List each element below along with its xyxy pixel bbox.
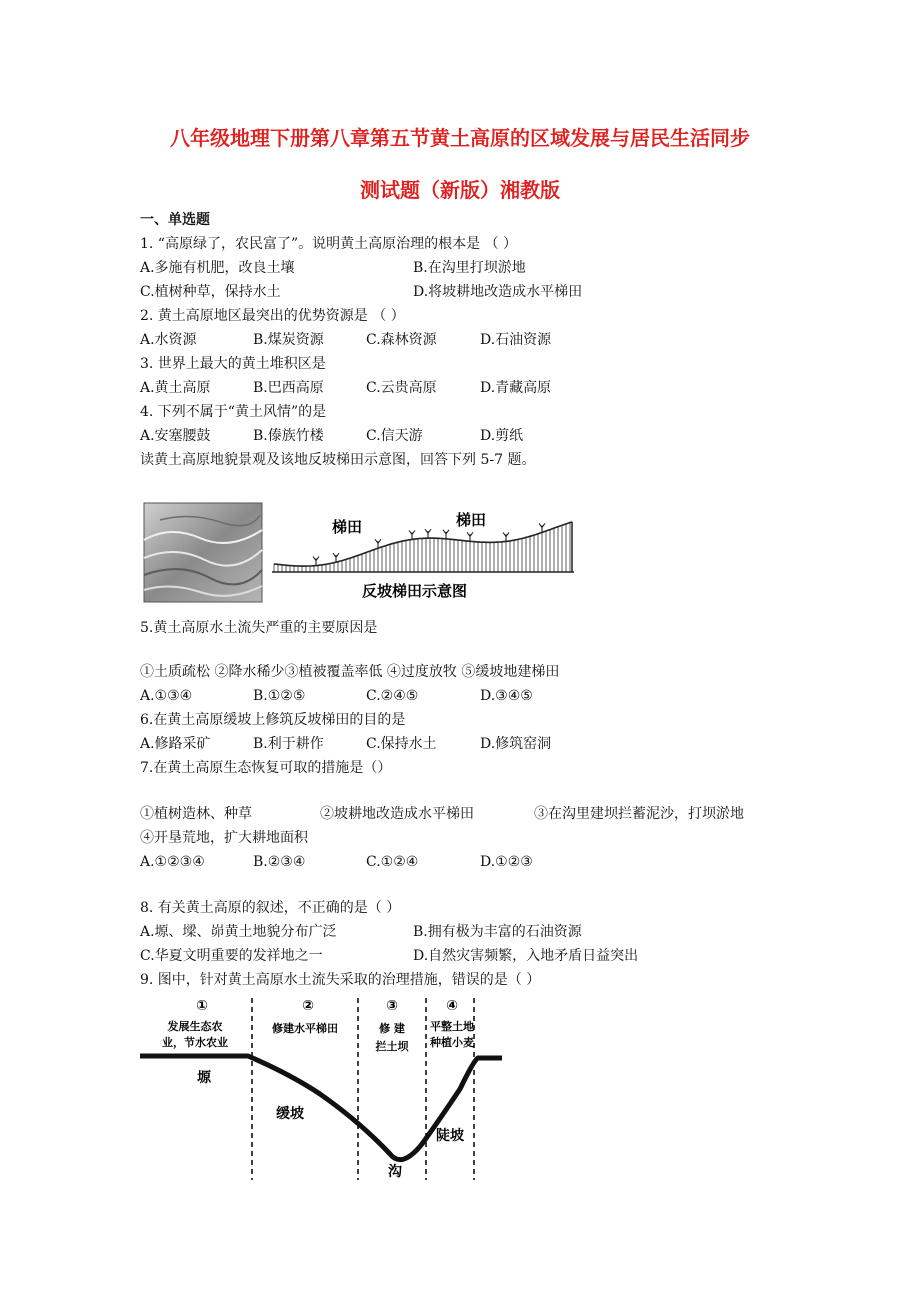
instruction-5-7: 读黄土高原地貌景观及该地反坡梯田示意图，回答下列 5-7 题。: [140, 452, 536, 468]
q4-option-b: B.傣族竹楼: [253, 428, 324, 444]
question-1: 1. “高原绿了，农民富了”。说明黄土高原治理的根本是 （ ）: [140, 236, 518, 252]
question-8: 8. 有关黄土高原的叙述，不正确的是（ ）: [140, 900, 401, 916]
terrain-yuan: 塬: [197, 1070, 211, 1086]
q5-statements: ①土质疏松 ②降水稀少③植被覆盖率低 ④过度放牧 ⑤缓坡地建梯田: [140, 664, 560, 680]
terrain-gully: 沟: [388, 1164, 402, 1180]
plant-mark: [425, 529, 431, 538]
measure-4-line1: 平整土地: [430, 1020, 474, 1033]
question-6: 6.在黄土高原缓坡上修筑反坡梯田的目的是: [140, 712, 406, 728]
q6-option-b: B.利于耕作: [253, 736, 324, 752]
erosion-measures-figure: [140, 994, 502, 1184]
question-3: 3. 世界上最大的黄土堆积区是: [140, 356, 326, 372]
plant-mark: [503, 532, 509, 541]
landscape-photo: [144, 503, 262, 602]
q6-option-d: D.修筑窑洞: [480, 736, 552, 752]
q7-statement-2: ②坡耕地改造成水平梯田: [320, 806, 474, 822]
q8-option-b: B.拥有极为丰富的石油资源: [413, 924, 582, 940]
question-7: 7.在黄土高原生态恢复可取的措施是（）: [140, 760, 392, 776]
measure-1-line2: 业，节水农业: [162, 1036, 228, 1049]
q6-option-a: A.修路采矿: [140, 736, 211, 752]
section-numbers: [196, 998, 458, 1014]
plant-mark: [333, 553, 339, 562]
section-number-2: ②: [302, 998, 314, 1014]
q7-statement-3: ③在沟里建坝拦蓄泥沙，打坝淤地: [534, 806, 744, 822]
question-9: 9. 图中，针对黄土高原水土流失采取的治理措施，错误的是（ ）: [140, 972, 541, 988]
question-4: 4. 下列不属于“黄土风情”的是: [140, 404, 327, 420]
q6-option-c: C.保持水土: [366, 736, 437, 752]
question-5: 5.黄土高原水土流失严重的主要原因是: [140, 620, 378, 636]
terrace-figure: [140, 500, 590, 605]
terrace-caption: 反坡梯田示意图: [362, 582, 468, 600]
q2-option-d: D.石油资源: [480, 332, 552, 348]
q3-option-d: D.青藏高原: [480, 380, 552, 396]
q7-statement-1: ①植树造林、种草: [140, 806, 252, 822]
q4-option-c: C.信天游: [366, 428, 423, 444]
q2-option-b: B.煤炭资源: [253, 332, 324, 348]
terrain-gentle-slope: 缓坡: [276, 1106, 304, 1122]
q1-option-c: C.植树种草，保持水土: [140, 284, 281, 300]
question-2: 2. 黄土高原地区最突出的优势资源是 （ ）: [140, 308, 405, 324]
measure-4-line2: 种植小麦: [430, 1036, 474, 1049]
q8-option-c: C.华夏文明重要的发祥地之一: [140, 948, 323, 964]
plant-mark: [313, 557, 319, 566]
q3-option-b: B.巴西高原: [253, 380, 324, 396]
measure-3-line1: 修 建: [379, 1022, 405, 1035]
q7-option-c: C.①②④: [366, 854, 419, 870]
q1-option-d: D.将坡耕地改造成水平梯田: [413, 284, 583, 300]
terrace-profile: [272, 511, 574, 600]
q7-option-d: D.①②③: [480, 854, 533, 870]
document-title-line2: 测试题（新版）湘教版: [360, 178, 560, 202]
section-number-3: ③: [386, 998, 398, 1014]
plant-mark: [467, 532, 473, 541]
terrain-steep-slope: 陡坡: [436, 1128, 464, 1144]
q5-option-d: D.③④⑤: [480, 688, 533, 704]
terrain-profile: [140, 1056, 502, 1160]
q7-statement-4: ④开垦荒地，扩大耕地面积: [140, 830, 308, 846]
q3-option-c: C.云贵高原: [366, 380, 437, 396]
measure-labels: [162, 1019, 474, 1053]
q3-option-a: A.黄土高原: [140, 380, 211, 396]
section-number-4: ④: [446, 998, 458, 1014]
q1-option-b: B.在沟里打坝淤地: [413, 260, 526, 276]
measure-1-line1: 发展生态农: [167, 1020, 223, 1033]
q7-option-a: A.①②③④: [140, 854, 205, 870]
q8-option-d: D.自然灾害频繁，入地矛盾日益突出: [413, 948, 639, 964]
document-title-line1: 八年级地理下册第八章第五节黄土高原的区域发展与居民生活同步: [170, 126, 750, 150]
section-number-1: ①: [196, 998, 208, 1014]
terrain-labels: [197, 1070, 465, 1180]
q4-option-d: D.剪纸: [480, 428, 524, 444]
q8-option-a: A.塬、墚、峁黄土地貌分布广泛: [140, 924, 337, 940]
measure-2: 修建水平梯田: [272, 1022, 338, 1035]
q5-option-a: A.①③④: [140, 688, 193, 704]
q5-option-c: C.②④⑤: [366, 688, 419, 704]
q2-option-c: C.森林资源: [366, 332, 437, 348]
q2-option-a: A.水资源: [140, 332, 197, 348]
q1-option-a: A.多施有机肥，改良土壤: [140, 260, 295, 276]
measure-3-line2: 拦土坝: [375, 1040, 409, 1053]
terrace-label-right: 梯田: [456, 511, 487, 529]
q4-option-a: A.安塞腰鼓: [140, 428, 211, 444]
plant-mark: [443, 530, 449, 539]
terrace-label-left: 梯田: [332, 518, 363, 536]
section-heading: 一、单选题: [140, 212, 210, 228]
q7-option-b: B.②③④: [253, 854, 306, 870]
q5-option-b: B.①②⑤: [253, 688, 306, 704]
plant-mark: [409, 530, 415, 539]
